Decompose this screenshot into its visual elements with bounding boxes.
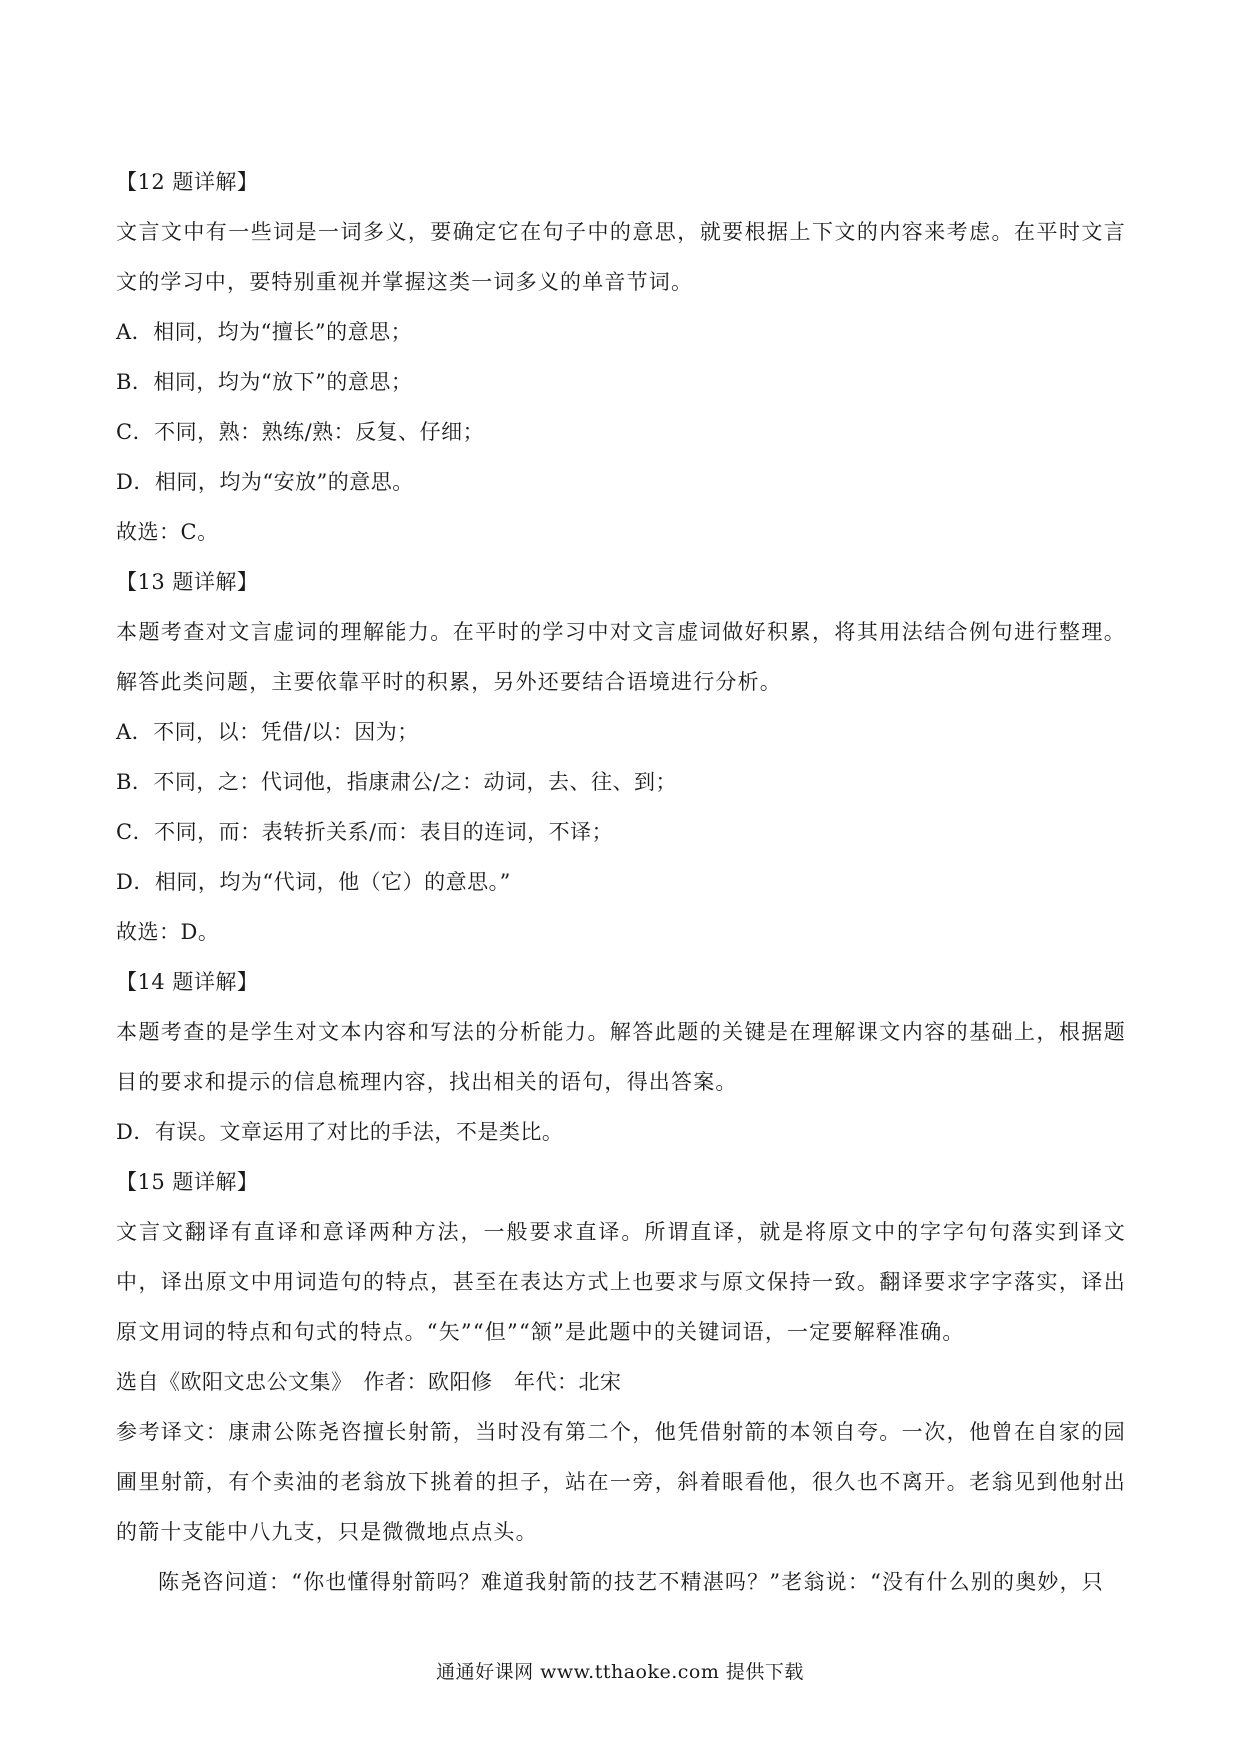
section-heading-12: 【12 题详解】: [116, 170, 259, 194]
answer-13: 故选：D。: [116, 920, 220, 944]
section-heading-13: 【13 题详解】: [116, 570, 259, 594]
section-intro-13: 本题考查对文言虚词的理解能力。在平时的学习中对文言虚词做好积累，将其用法结合例句进行整理。解答此类问题，主要依靠平时的积累，另外还要结合语境进行分析。: [116, 620, 1126, 694]
dialogue-paragraph: 陈尧咨问道：“你也懂得射箭吗？难道我射箭的技艺不精湛吗？”老翁说：“没有什么别的奥妙，只: [158, 1570, 1105, 1594]
option-a-12: A．相同，均为“擅长”的意思；: [116, 320, 413, 344]
page-footer: 通通好课网 www.tthaoke.com 提供下载: [436, 1661, 804, 1683]
option-a-13: A．不同，以：凭借/以：因为；: [116, 720, 419, 744]
section-intro-15: 文言文翻译有直译和意译两种方法，一般要求直译。所谓直译，就是将原文中的字字句句落实到译文中，译出原文中用词造句的特点，甚至在表达方式上也要求与原文保持一致。翻译要求字字落实，译出原文用词的特点和句式的特点。“矢”“但”“颔”是此题中的关键词语，一定要解释准确。: [116, 1220, 1126, 1344]
option-c-13: C．不同，而：表转折关系/而：表目的连词，不译；: [116, 820, 614, 844]
page-content: [116, 157, 1126, 1607]
answer-12: 故选：C。: [116, 520, 219, 544]
section-heading-14: 【14 题详解】: [116, 970, 259, 994]
option-d-12: D．相同，均为“安放”的意思。: [116, 470, 414, 494]
section-intro-14: 本题考查的是学生对文本内容和写法的分析能力。解答此题的关键是在理解课文内容的基础上，根据题目的要求和提示的信息梳理内容，找出相关的语句，得出答案。: [116, 1020, 1126, 1094]
source-line: 选自《欧阳文忠公文集》 作者：欧阳修 年代：北宋: [116, 1370, 622, 1394]
translation-paragraph: 参考译文：康肃公陈尧咨擅长射箭，当时没有第二个，他凭借射箭的本领自夸。一次，他曾在自家的园圃里射箭，有个卖油的老翁放下挑着的担子，站在一旁，斜着眼看他，很久也不离开。老翁见到他射出的箭十支能中八九支，只是微微地点点头。: [116, 1420, 1126, 1544]
option-d-13: D．相同，均为“代词，他（它）的意思。”: [116, 870, 511, 894]
option-b-12: B．相同，均为“放下”的意思；: [116, 370, 413, 394]
section-heading-15: 【15 题详解】: [116, 1170, 259, 1194]
section-intro-12: 文言文中有一些词是一词多义，要确定它在句子中的意思，就要根据上下文的内容来考虑。在平时文言文的学习中，要特别重视并掌握这类一词多义的单音节词。: [116, 220, 1126, 294]
option-c-12: C．不同，熟：熟练/熟：反复、仔细；: [116, 420, 485, 444]
option-b-13: B．不同，之：代词他，指康肃公/之：动词，去、往、到；: [116, 770, 678, 794]
option-d-14: D．有误。文章运用了对比的手法，不是类比。: [116, 1120, 564, 1144]
